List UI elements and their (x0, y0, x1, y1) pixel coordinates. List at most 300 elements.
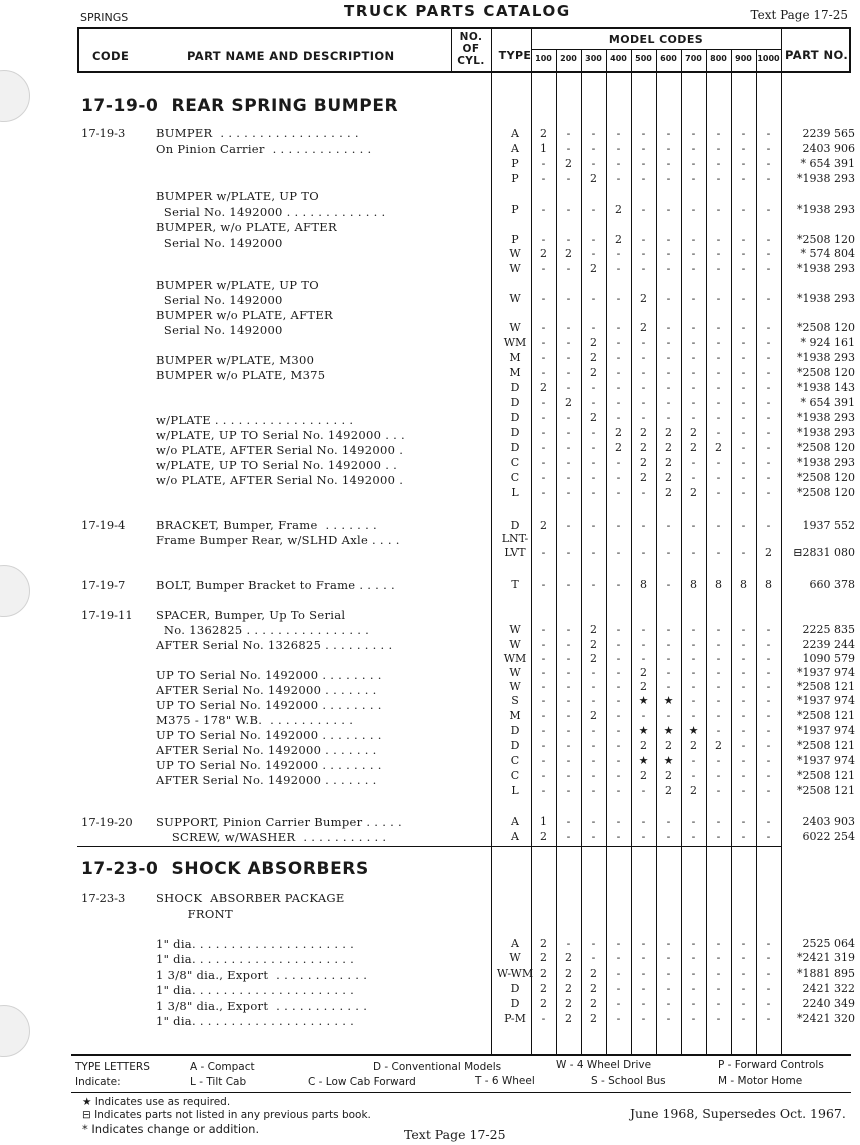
model-qty: - (766, 830, 771, 843)
type-letters-label: TYPE LETTERS (75, 1061, 150, 1073)
type-letter: C (510, 471, 520, 484)
model-qty: - (566, 754, 571, 767)
model-qty: - (716, 754, 721, 767)
model-qty: - (741, 351, 746, 364)
part-number: *2508 120 (797, 486, 855, 499)
type-letter: D (510, 381, 520, 394)
model-qty: - (741, 769, 746, 782)
model-qty: - (641, 546, 646, 559)
model-qty: - (691, 519, 696, 532)
model-qty: - (616, 666, 621, 679)
model-qty: 2 (640, 321, 647, 334)
model-qty: - (741, 381, 746, 394)
part-number: 2525 064 (802, 937, 855, 950)
model-qty: - (716, 997, 721, 1010)
model-qty: - (616, 1012, 621, 1025)
model-qty: - (691, 351, 696, 364)
model-qty: - (566, 471, 571, 484)
model-qty: 2 (640, 426, 647, 439)
model-qty: 2 (540, 381, 547, 394)
part-number: *1937 974 (797, 724, 855, 737)
model-qty: - (666, 830, 671, 843)
model-qty: - (741, 997, 746, 1010)
model-qty: - (666, 396, 671, 409)
model-qty: - (741, 739, 746, 752)
model-qty: - (566, 815, 571, 828)
model-qty: - (691, 172, 696, 185)
model-qty: - (541, 546, 546, 559)
part-description: 1 3/8" dia., Export . . . . . . . . . . . . (156, 998, 368, 1013)
model-qty: - (591, 127, 596, 140)
model-qty: - (666, 652, 671, 665)
model-qty: - (641, 982, 646, 995)
model-qty: 8 (690, 578, 697, 591)
model-qty: - (716, 142, 721, 155)
model-qty: - (591, 769, 596, 782)
part-description: w/PLATE, UP TO Serial No. 1492000 . . (156, 458, 398, 472)
part-number: *2508 120 (797, 441, 855, 454)
model-qty: 2 (640, 292, 647, 305)
model-qty: - (691, 967, 696, 980)
model-qty: 2 (615, 441, 622, 454)
model-qty: 2 (640, 666, 647, 679)
model-qty: - (691, 411, 696, 424)
model-qty: - (741, 233, 746, 246)
model-qty: - (741, 157, 746, 170)
model-qty: 2 (540, 951, 547, 964)
model-qty: - (716, 546, 721, 559)
model-qty: - (766, 519, 771, 532)
model-qty: - (566, 441, 571, 454)
model-qty: - (541, 578, 546, 591)
part-number: 6022 254 (802, 830, 855, 843)
part-description: w/PLATE, UP TO Serial No. 1492000 . . . (156, 428, 405, 442)
model-code-400: 400 (610, 54, 627, 63)
part-description: BUMPER, w/o PLATE, AFTER (156, 220, 337, 234)
model-qty: - (766, 982, 771, 995)
model-qty: - (591, 666, 596, 679)
model-qty: - (591, 456, 596, 469)
type-letter: A (511, 127, 519, 140)
type-letter: W (509, 666, 521, 679)
part-number: *2508 121 (797, 739, 855, 752)
model-qty: - (616, 456, 621, 469)
model-qty: - (766, 172, 771, 185)
model-qty: - (691, 769, 696, 782)
model-qty: - (716, 292, 721, 305)
part-number: 660 378 (809, 578, 855, 591)
model-qty: - (766, 471, 771, 484)
model-qty: 2 (590, 982, 597, 995)
type-letter: M (509, 366, 521, 379)
model-qty: 2 (715, 441, 722, 454)
part-description: BRACKET, Bumper, Frame . . . . . . . (156, 518, 377, 532)
model-qty: - (541, 233, 546, 246)
model-qty: - (741, 262, 746, 275)
binder-hole (0, 565, 30, 617)
part-number: *1938 293 (797, 172, 855, 185)
model-qty: - (691, 623, 696, 636)
model-qty: - (716, 321, 721, 334)
part-number: *1937 974 (797, 694, 855, 707)
type-letter: D (510, 519, 520, 532)
model-qty: - (766, 292, 771, 305)
model-qty: - (616, 292, 621, 305)
section-title: REAR SPRING BUMPER (171, 96, 399, 116)
part-description: Serial No. 1492000 . . . . . . . . . . . . . (156, 204, 386, 219)
model-qty: - (616, 982, 621, 995)
model-qty: 2 (640, 680, 647, 693)
model-qty: - (691, 652, 696, 665)
model-qty: - (541, 769, 546, 782)
model-qty: 2 (540, 967, 547, 980)
model-qty: - (766, 157, 771, 170)
part-number: *1937 974 (797, 666, 855, 679)
model-qty: - (541, 426, 546, 439)
model-qty: - (641, 997, 646, 1010)
model-qty: - (766, 396, 771, 409)
model-qty: - (591, 724, 596, 737)
model-qty: - (566, 336, 571, 349)
model-qty: - (691, 203, 696, 216)
model-qty: ★ (663, 754, 674, 767)
model-qty: - (616, 578, 621, 591)
type-letter: D (510, 411, 520, 424)
model-qty: - (616, 997, 621, 1010)
model-qty: - (641, 157, 646, 170)
model-qty: - (616, 769, 621, 782)
model-qty: 2 (540, 997, 547, 1010)
model-qty: - (691, 233, 696, 246)
part-description: M375 - 178" W.B. . . . . . . . . . . . (156, 713, 354, 727)
part-number: *2508 121 (797, 680, 855, 693)
type-letter: M (509, 709, 521, 722)
model-qty: 2 (640, 471, 647, 484)
note-change: * Indicates change or addition. (82, 1122, 260, 1136)
model-qty: - (616, 638, 621, 651)
model-qty: - (666, 203, 671, 216)
type-letter: T (511, 578, 519, 591)
type-letter: D (510, 982, 520, 995)
model-qty: - (691, 546, 696, 559)
model-qty: - (541, 694, 546, 707)
model-code-100: 100 (535, 54, 552, 63)
model-qty: - (616, 815, 621, 828)
model-qty: - (566, 694, 571, 707)
model-qty: - (566, 292, 571, 305)
model-qty: - (691, 666, 696, 679)
col-code: CODE (92, 49, 130, 63)
model-qty: - (566, 233, 571, 246)
model-qty: - (591, 784, 596, 797)
model-qty: 2 (590, 262, 597, 275)
model-qty: - (766, 381, 771, 394)
legend-item: L - Tilt Cab (190, 1076, 247, 1088)
model-qty: 2 (665, 471, 672, 484)
model-qty: - (566, 142, 571, 155)
model-qty: - (716, 1012, 721, 1025)
model-qty: - (666, 336, 671, 349)
model-qty: - (691, 680, 696, 693)
model-qty: - (566, 262, 571, 275)
revision-date: June 1968, Supersedes Oct. 1967. (630, 1106, 846, 1121)
part-description: FRONT (156, 907, 233, 921)
part-code: 17-19-4 (81, 518, 126, 532)
model-qty: - (741, 815, 746, 828)
col-part-name: PART NAME AND DESCRIPTION (187, 49, 395, 63)
model-qty: - (616, 247, 621, 260)
model-qty: - (766, 769, 771, 782)
part-description: AFTER Serial No. 1492000 . . . . . . . (156, 773, 377, 787)
model-qty: - (716, 769, 721, 782)
part-number: 2239 244 (802, 638, 855, 651)
binder-hole (0, 70, 30, 122)
model-qty: ★ (638, 724, 649, 737)
type-letter: A (511, 815, 519, 828)
type-letter: D (510, 426, 520, 439)
model-qty: 8 (740, 578, 747, 591)
type-letter: W (509, 262, 521, 275)
model-qty: - (691, 247, 696, 260)
model-qty: - (691, 471, 696, 484)
indicate-label: Indicate: (75, 1076, 121, 1088)
type-letter: M (509, 351, 521, 364)
model-qty: - (666, 997, 671, 1010)
model-qty: ★ (663, 694, 674, 707)
model-qty: - (741, 247, 746, 260)
model-qty: 2 (665, 784, 672, 797)
model-qty: - (641, 351, 646, 364)
model-code-300: 300 (585, 54, 602, 63)
part-code: 17-19-11 (81, 608, 133, 622)
model-qty: - (766, 486, 771, 499)
model-qty: - (666, 127, 671, 140)
part-description: AFTER Serial No. 1326825 . . . . . . . . . (156, 638, 393, 652)
model-qty: - (741, 456, 746, 469)
model-qty: - (716, 724, 721, 737)
model-qty: - (716, 172, 721, 185)
model-qty: - (616, 142, 621, 155)
model-qty: - (591, 486, 596, 499)
model-qty: - (716, 486, 721, 499)
model-qty: - (641, 519, 646, 532)
model-qty: - (641, 247, 646, 260)
model-qty: - (616, 830, 621, 843)
model-qty: ★ (663, 724, 674, 737)
model-qty: - (741, 830, 746, 843)
model-qty: - (691, 982, 696, 995)
model-qty: - (741, 982, 746, 995)
model-qty: - (741, 142, 746, 155)
model-qty: - (591, 519, 596, 532)
model-qty: 2 (665, 441, 672, 454)
model-qty: 2 (540, 830, 547, 843)
model-qty: 2 (615, 426, 622, 439)
model-qty: - (566, 366, 571, 379)
type-letter: D (510, 396, 520, 409)
model-qty: - (616, 381, 621, 394)
model-qty: - (716, 127, 721, 140)
type-letter: W (509, 951, 521, 964)
model-qty: - (541, 724, 546, 737)
type-letter: L (511, 784, 519, 797)
model-qty: - (716, 519, 721, 532)
model-qty: - (716, 157, 721, 170)
model-qty: - (566, 172, 571, 185)
section-heading (81, 96, 398, 116)
model-qty: - (716, 366, 721, 379)
part-number: *2421 320 (797, 1012, 855, 1025)
legend-item: P - Forward Controls (718, 1059, 824, 1071)
model-qty: - (691, 830, 696, 843)
part-number: *1938 293 (797, 456, 855, 469)
model-qty: - (641, 937, 646, 950)
model-qty: - (766, 951, 771, 964)
model-qty: - (666, 951, 671, 964)
type-letter: A (511, 142, 519, 155)
part-number: *1938 143 (797, 381, 855, 394)
model-qty: 8 (765, 578, 772, 591)
model-qty: - (666, 709, 671, 722)
type-letter: P (511, 203, 519, 216)
model-qty: - (716, 982, 721, 995)
model-qty: - (541, 1012, 546, 1025)
type-letter: W (509, 321, 521, 334)
type-letter: W (509, 638, 521, 651)
model-qty: - (566, 321, 571, 334)
model-qty: - (716, 396, 721, 409)
model-qty: - (691, 709, 696, 722)
part-description: SPACER, Bumper, Up To Serial (156, 608, 346, 622)
model-qty: - (741, 127, 746, 140)
model-qty: - (691, 381, 696, 394)
model-qty: - (766, 652, 771, 665)
model-qty: - (666, 623, 671, 636)
model-qty: - (641, 336, 646, 349)
model-qty: - (541, 292, 546, 305)
model-qty: - (566, 784, 571, 797)
page-ref: Text Page 17-25 (750, 8, 848, 22)
note-new-parts: ⊟ Indicates parts not listed in any previous parts book. (82, 1109, 371, 1121)
section-heading (81, 859, 369, 879)
model-qty: - (691, 1012, 696, 1025)
model-qty: - (766, 967, 771, 980)
part-number: 2240 349 (802, 997, 855, 1010)
part-description: AFTER Serial No. 1492000 . . . . . . . (156, 683, 377, 697)
section-number: 17-19-0 (81, 96, 159, 116)
model-qty: 2 (665, 456, 672, 469)
model-qty: - (541, 336, 546, 349)
legend-item: T - 6 Wheel (475, 1075, 535, 1087)
part-number: * 574 804 (800, 247, 855, 260)
model-qty: - (541, 441, 546, 454)
model-qty: - (641, 709, 646, 722)
model-qty: - (541, 754, 546, 767)
model-qty: - (766, 411, 771, 424)
model-qty: - (616, 967, 621, 980)
part-number: *1938 293 (797, 351, 855, 364)
model-qty: 2 (590, 623, 597, 636)
model-qty: - (616, 127, 621, 140)
part-number: *1881 895 (797, 967, 855, 980)
model-qty: 8 (715, 578, 722, 591)
model-qty: - (716, 336, 721, 349)
legend-item: C - Low Cab Forward (308, 1076, 416, 1088)
model-qty: - (741, 486, 746, 499)
model-qty: - (566, 830, 571, 843)
model-qty: - (666, 578, 671, 591)
model-qty: 2 (590, 366, 597, 379)
part-number: *1938 293 (797, 292, 855, 305)
type-letter: P (511, 233, 519, 246)
legend-item: D - Conventional Models (373, 1061, 502, 1073)
type-letter: D (510, 724, 520, 737)
model-qty: - (566, 937, 571, 950)
model-qty: - (541, 321, 546, 334)
model-qty: - (716, 233, 721, 246)
model-qty: - (591, 426, 596, 439)
model-qty: - (616, 396, 621, 409)
model-qty: - (766, 441, 771, 454)
model-qty: - (741, 546, 746, 559)
model-qty: - (691, 754, 696, 767)
model-qty: - (741, 666, 746, 679)
model-qty: - (716, 784, 721, 797)
model-qty: - (766, 694, 771, 707)
model-qty: - (716, 815, 721, 828)
part-number: *2421 319 (797, 951, 855, 964)
model-qty: - (766, 456, 771, 469)
part-description: BOLT, Bumper Bracket to Frame . . . . . (156, 578, 395, 592)
col-line (451, 27, 452, 73)
model-qty: - (741, 951, 746, 964)
model-qty: ★ (688, 724, 699, 737)
model-qty: - (591, 142, 596, 155)
model-qty: - (691, 336, 696, 349)
model-qty: 2 (590, 411, 597, 424)
model-qty: - (766, 754, 771, 767)
model-qty: - (566, 203, 571, 216)
model-qty: - (766, 426, 771, 439)
part-description: SCREW, w/WASHER . . . . . . . . . . . (156, 830, 387, 844)
part-code: 17-19-7 (81, 578, 126, 592)
model-qty: - (666, 815, 671, 828)
model-qty: 2 (565, 1012, 572, 1025)
model-qty: 2 (615, 203, 622, 216)
model-qty: - (716, 830, 721, 843)
part-description: 1 3/8" dia., Export . . . . . . . . . . . . (156, 967, 368, 982)
model-qty: - (766, 937, 771, 950)
model-qty: - (666, 967, 671, 980)
model-qty: 2 (690, 784, 697, 797)
model-qty: - (541, 652, 546, 665)
type-letter: P (511, 172, 519, 185)
model-qty: - (766, 233, 771, 246)
legend-item: M - Motor Home (718, 1075, 803, 1087)
part-number: * 924 161 (800, 336, 855, 349)
type-letter: W (509, 680, 521, 693)
model-qty: - (641, 262, 646, 275)
type-letter: W-WM (496, 967, 534, 980)
part-number: *2508 120 (797, 366, 855, 379)
footer-divider (71, 1092, 851, 1093)
model-qty: - (716, 709, 721, 722)
model-qty: 2 (565, 247, 572, 260)
model-qty: - (666, 321, 671, 334)
model-qty: - (741, 754, 746, 767)
model-qty: - (666, 666, 671, 679)
model-qty: 2 (590, 997, 597, 1010)
